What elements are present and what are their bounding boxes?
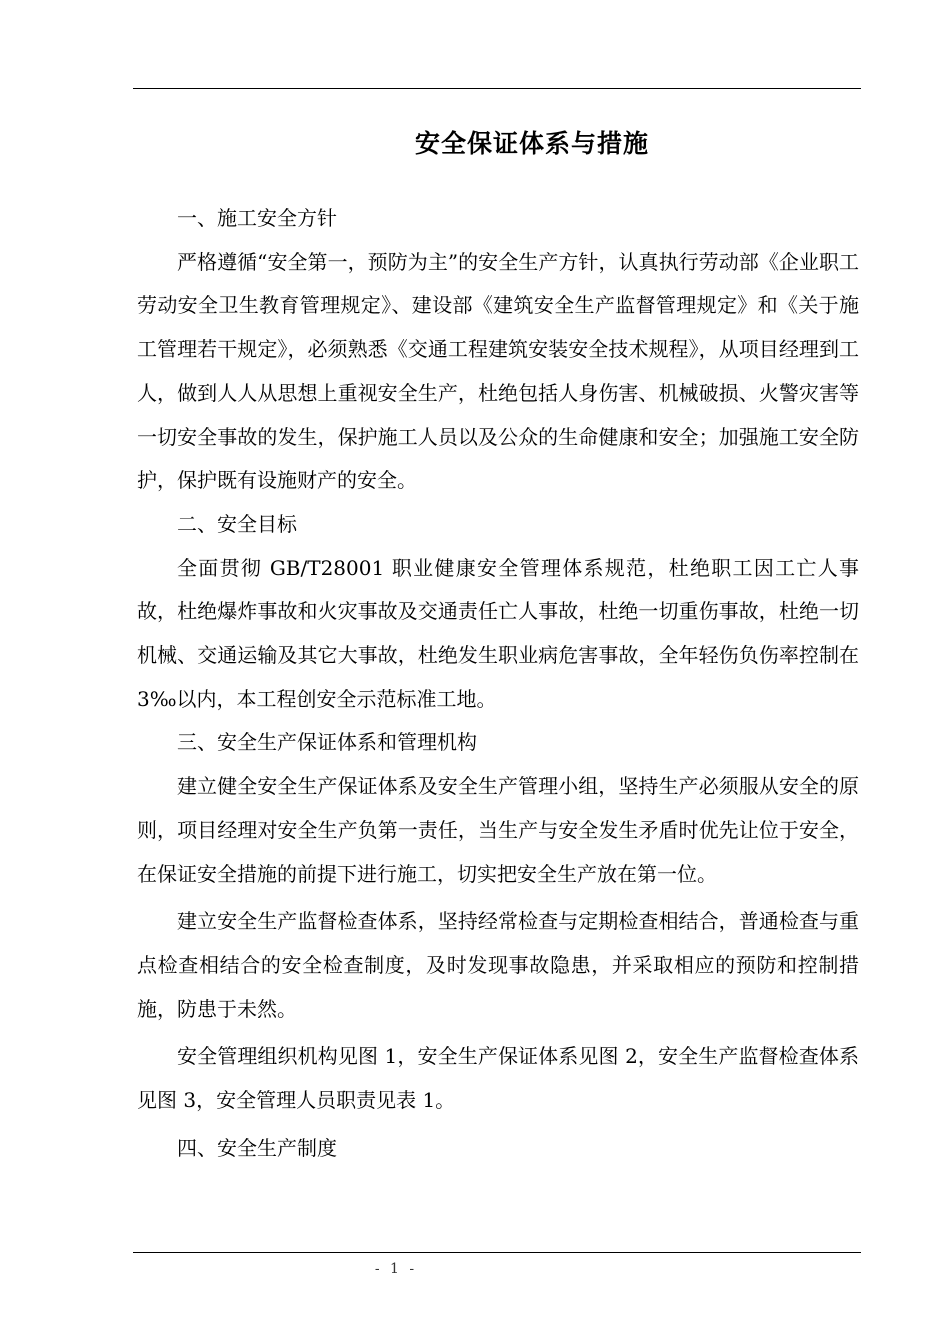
paragraph-goals: 全面贯彻 GB/T28001 职业健康安全管理体系规范，杜绝职工因工亡人事故，杜绝爆炸事故和火灾事故及交通责任亡人事故，杜绝一切重伤事故，杜绝一切机械、交通运输及其它大事故，杜绝发生职业病危害事故，全年轻伤负伤率控制在 3‰以内，本工程创安全示范标准工地。 (137, 555, 859, 711)
section-heading-policy: 一、施工安全方针 (177, 206, 337, 230)
paragraph-system-3: 安全管理组织机构见图 1，安全生产保证体系见图 2，安全生产监督检查体系见图 3，安全管理人员职责见表 1。 (137, 1044, 859, 1113)
paragraph-system-2: 建立安全生产监督检查体系，坚持经常检查与定期检查相结合，普通检查与重点检查相结合的安全检查制度，及时发现事故隐患，并采取相应的预防和控制措施，防患于未然。 (137, 909, 859, 1021)
paragraph-policy: 严格遵循“安全第一，预防为主”的安全生产方针，认真执行劳动部《企业职工劳动安全卫生教育管理规定》、建设部《建筑安全生产监督管理规定》和《关于施工管理若干规定》，必须熟悉《交通工程建筑安装安全技术规程》，从项目经理到工人，做到人人从思想上重视安全生产，杜绝包括人身伤害、机械破损、火警灾害等一切安全事故的发生，保护施工人员以及公众的生命健康和安全；加强施工安全防护，保护既有设施财产的安全。 (137, 249, 859, 493)
section-heading-system: 三、安全生产保证体系和管理机构 (177, 730, 477, 755)
page-number: - 1 - (374, 1261, 418, 1277)
section-heading-rules: 四、安全生产制度 (177, 1135, 337, 1160)
paragraph-system-1: 建立健全安全生产保证体系及安全生产管理小组，坚持生产必须服从安全的原则，项目经理对安全生产负第一责任，当生产与安全发生矛盾时优先让位于安全，在保证安全措施的前提下进行施工，切实把安全生产放在第一位。 (137, 774, 859, 886)
section-heading-goals: 二、安全目标 (177, 511, 297, 536)
header-rule (133, 88, 861, 89)
document-body (137, 197, 859, 1170)
footer-rule (133, 1252, 861, 1253)
page-title: 安全保证体系与措施 (414, 129, 649, 158)
